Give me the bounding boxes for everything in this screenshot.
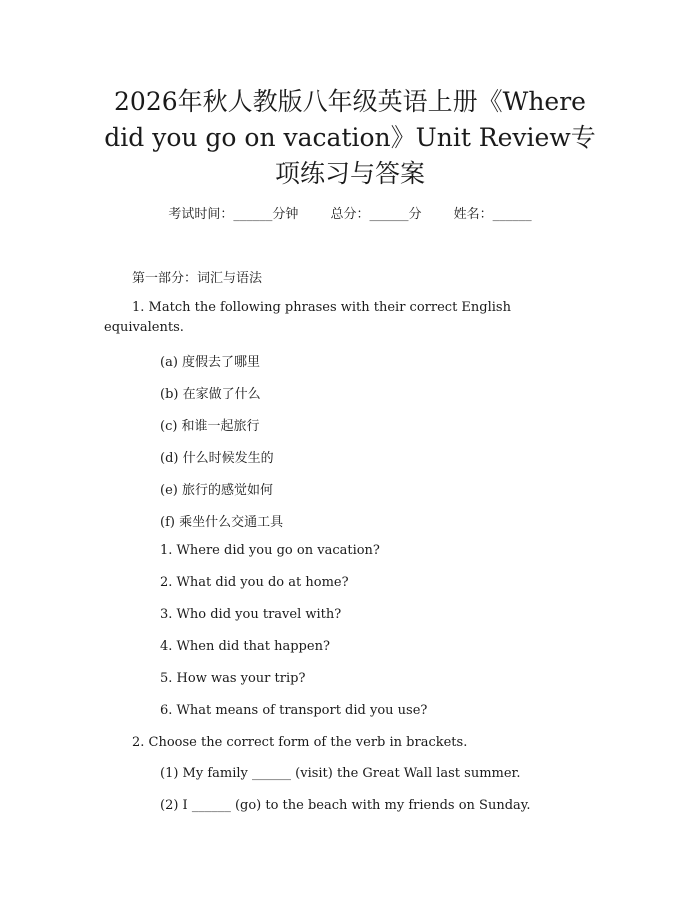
chinese-item-e: (e) 旅行的感觉如何 — [160, 483, 273, 498]
title-line-3: 项练习与答案 — [274, 159, 425, 188]
exam-time-field: 考试时间：______分钟 — [168, 207, 299, 222]
question-2-item-2: (2) I ______ (go) to the beach with my friends on Sunday. — [160, 798, 531, 813]
exam-meta — [0, 203, 700, 222]
question-2-item-1: (1) My family ______ (visit) the Great Wall last summer. — [160, 766, 521, 781]
english-item-4: 4. When did that happen? — [160, 639, 330, 654]
english-item-2: 2. What did you do at home? — [160, 575, 349, 590]
chinese-item-b: (b) 在家做了什么 — [160, 387, 261, 402]
title-line-1: 2026年秋人教版八年级英语上册《Where — [114, 87, 586, 116]
chinese-item-d: (d) 什么时候发生的 — [160, 451, 274, 466]
english-item-1: 1. Where did you go on vacation? — [160, 543, 380, 558]
question-2-heading: 2. Choose the correct form of the verb in brackets. — [132, 735, 468, 750]
chinese-item-f: (f) 乘坐什么交通工具 — [160, 515, 284, 530]
chinese-item-a: (a) 度假去了哪里 — [160, 355, 261, 370]
question-1-line-2: equivalents. — [104, 320, 184, 335]
document-title — [60, 84, 640, 192]
english-item-3: 3. Who did you travel with? — [160, 607, 342, 622]
chinese-item-c: (c) 和谁一起旅行 — [160, 419, 260, 434]
title-line-2: did you go on vacation》Unit Review专 — [104, 123, 596, 152]
english-item-5: 5. How was your trip? — [160, 671, 306, 686]
section-heading: 第一部分：词汇与语法 — [132, 271, 263, 286]
question-1-line-1: 1. Match the following phrases with their correct English — [132, 300, 511, 315]
student-name-field: 姓名：______ — [453, 207, 532, 222]
english-item-6: 6. What means of transport did you use? — [160, 703, 428, 718]
total-score-field: 总分：______分 — [330, 207, 422, 222]
